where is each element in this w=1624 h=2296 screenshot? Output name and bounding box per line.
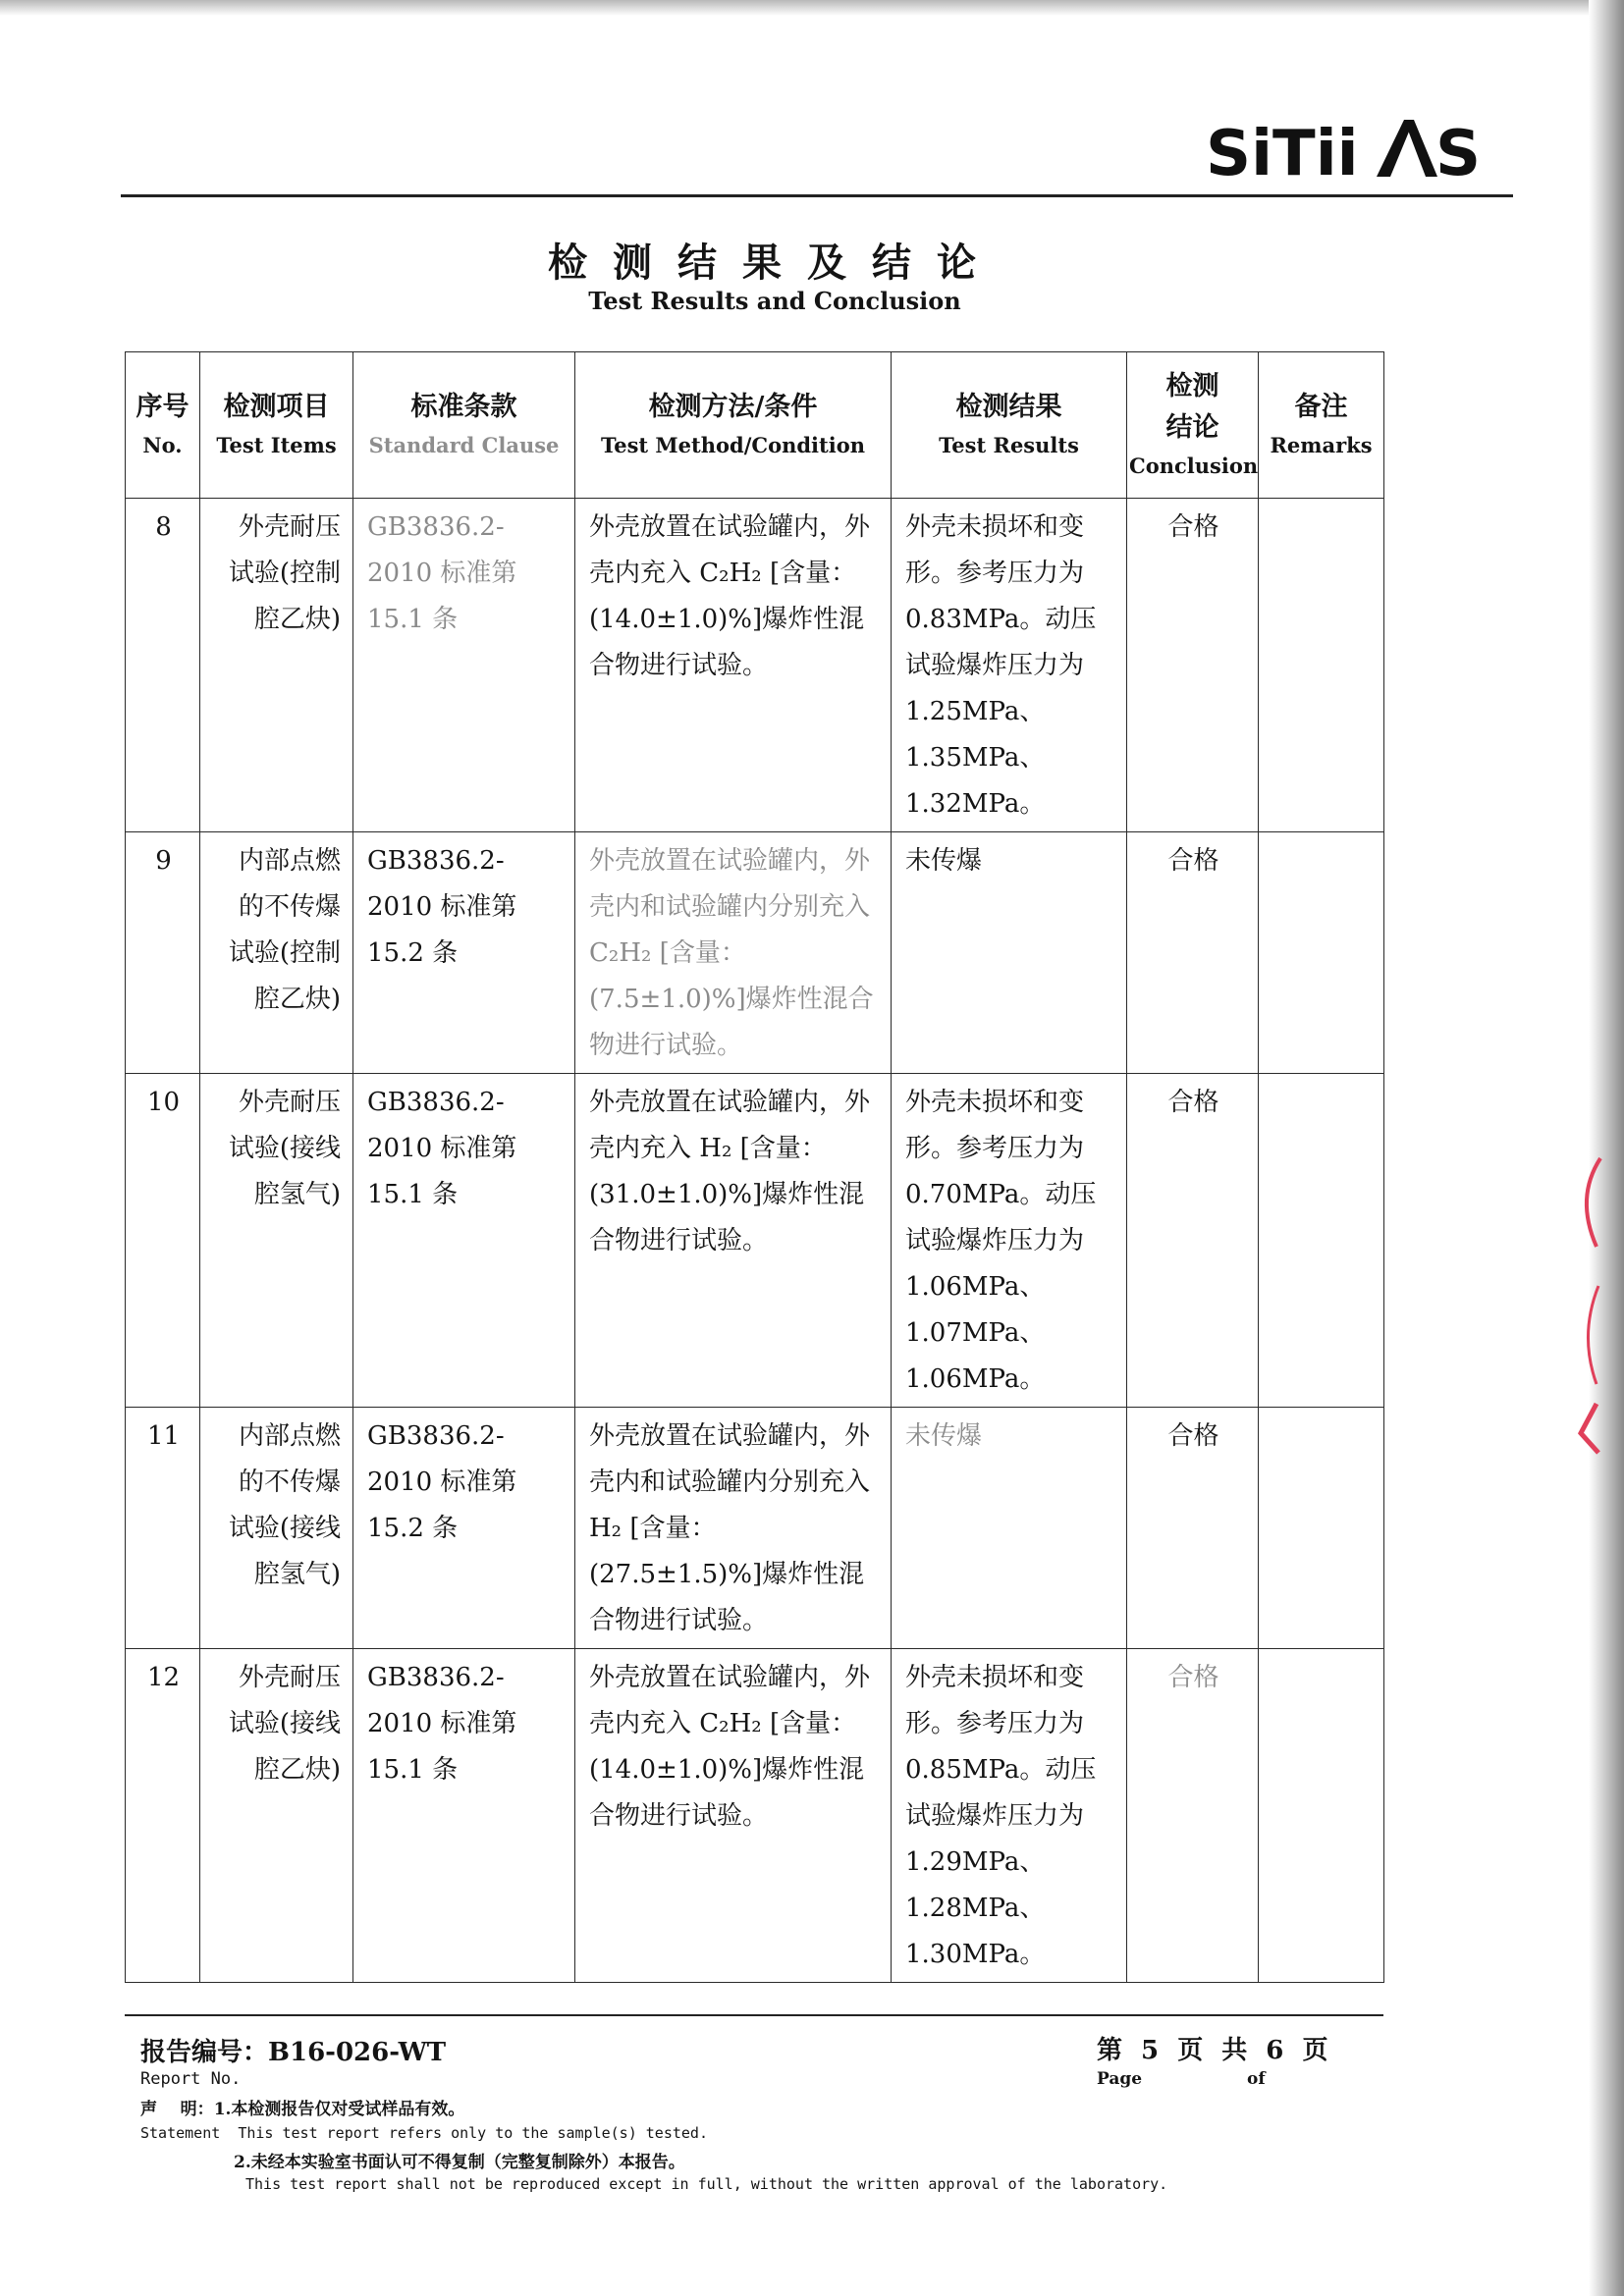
cell-result: 外壳未损坏和变形。参考压力为 0.83MPa。动压试验爆炸压力为 1.25MPa、1.35MPa、1.32MPa。	[892, 499, 1127, 832]
table-row	[126, 1408, 1384, 1649]
cell-remarks	[1259, 1408, 1384, 1649]
report-number-value: B16-026-WT	[268, 2038, 447, 2067]
table-header-row	[126, 352, 1384, 499]
cell-method: 外壳放置在试验罐内，外壳内和试验罐内分别充入 C₂H₂ [含量：(7.5±1.0)%]爆炸性混合物进行试验。	[575, 832, 892, 1074]
results-table	[125, 351, 1384, 1983]
cell-clause: GB3836.2-2010 标准第 15.2 条	[353, 1408, 575, 1649]
cell-no: 12	[126, 1649, 200, 1983]
of-label-en: of	[1247, 2069, 1266, 2089]
cell-result: 未传爆	[892, 1408, 1127, 1649]
cell-result: 未传爆	[892, 832, 1127, 1074]
col-header-conclusion: 检测结论 Conclusion	[1127, 352, 1259, 499]
report-number	[140, 2032, 446, 2068]
cell-conclusion: 合格	[1127, 499, 1259, 832]
cell-test-item: 外壳耐压试验(接线腔乙炔)	[200, 1649, 353, 1983]
cell-method: 外壳放置在试验罐内，外壳内和试验罐内分别充入 H₂ [含量：(27.5±1.5)%]爆炸性混合物进行试验。	[575, 1408, 892, 1649]
page-title-en: Test Results and Conclusion	[588, 287, 961, 315]
cell-test-item: 外壳耐压试验(接线腔氢气)	[200, 1074, 353, 1408]
cell-clause: GB3836.2-2010 标准第 15.2 条	[353, 832, 575, 1074]
report-number-label-en: Report No.	[140, 2069, 242, 2089]
svg-text:SiTii: SiTii	[1206, 118, 1359, 188]
cell-conclusion: 合格	[1127, 1074, 1259, 1408]
cell-conclusion: 合格	[1127, 1649, 1259, 1983]
footer-rule	[125, 2014, 1383, 2016]
cell-clause: GB3836.2-2010 标准第 15.1 条	[353, 499, 575, 832]
cell-clause: GB3836.2-2010 标准第 15.1 条	[353, 1649, 575, 1983]
cell-result: 外壳未损坏和变形。参考压力为 0.85MPa。动压试验爆炸压力为 1.29MPa、1.28MPa、1.30MPa。	[892, 1649, 1127, 1983]
cell-no: 10	[126, 1074, 200, 1408]
cell-conclusion: 合格	[1127, 1408, 1259, 1649]
table-row	[126, 499, 1384, 832]
col-header-clause: 标准条款 Standard Clause	[353, 352, 575, 499]
statement-2-zh: 2.未经本实验室书面认可不得复制（完整复制除外）本报告。	[234, 2153, 685, 2172]
red-seal-stamp-edge	[1567, 1139, 1606, 1463]
cell-remarks	[1259, 499, 1384, 832]
col-header-no: 序号 No.	[126, 352, 200, 499]
scan-top-shadow	[0, 0, 1624, 16]
page-indicator: 第 5 页 共 6 页	[1097, 2036, 1328, 2065]
header-rule	[121, 194, 1513, 197]
cell-conclusion: 合格	[1127, 832, 1259, 1074]
cell-no: 8	[126, 499, 200, 832]
table-row	[126, 832, 1384, 1074]
cell-result: 外壳未损坏和变形。参考压力为 0.70MPa。动压试验爆炸压力为 1.06MPa、1.07MPa、1.06MPa。	[892, 1074, 1127, 1408]
cell-method: 外壳放置在试验罐内，外壳内充入 C₂H₂ [含量：(14.0±1.0)%]爆炸性混合物进行试验。	[575, 1649, 892, 1983]
sitiias-logo	[1204, 110, 1498, 188]
cell-clause: GB3836.2-2010 标准第 15.1 条	[353, 1074, 575, 1408]
col-header-result: 检测结果 Test Results	[892, 352, 1127, 499]
table-row	[126, 1649, 1384, 1983]
cell-remarks	[1259, 1649, 1384, 1983]
cell-remarks	[1259, 1074, 1384, 1408]
page-label-en: Page	[1097, 2069, 1143, 2089]
statement-2-en: This test report shall not be reproduced except in full, without the written approval of the laboratory.	[245, 2175, 1168, 2193]
cell-test-item: 内部点燃的不传爆试验(控制腔乙炔)	[200, 832, 353, 1074]
cell-test-item: 内部点燃的不传爆试验(接线腔氢气)	[200, 1408, 353, 1649]
cell-method: 外壳放置在试验罐内，外壳内充入 H₂ [含量：(31.0±1.0)%]爆炸性混合物进行试验。	[575, 1074, 892, 1408]
col-header-method: 检测方法/条件 Test Method/Condition	[575, 352, 892, 499]
col-header-item: 检测项目 Test Items	[200, 352, 353, 499]
cell-test-item: 外壳耐压试验(控制腔乙炔)	[200, 499, 353, 832]
table-row	[126, 1074, 1384, 1408]
cell-method: 外壳放置在试验罐内，外壳内充入 C₂H₂ [含量：(14.0±1.0)%]爆炸性混合物进行试验。	[575, 499, 892, 832]
page-title-zh: 检测结果及结论	[548, 240, 1001, 286]
report-number-label: 报告编号：	[140, 2038, 269, 2067]
col-header-remarks: 备注 Remarks	[1259, 352, 1384, 499]
statement-1-en: Statement This test report refers only to the sample(s) tested.	[140, 2124, 708, 2142]
statement-1-zh: 声 明：1.本检测报告仅对受试样品有效。	[140, 2100, 465, 2119]
svg-text:S: S	[1435, 118, 1482, 188]
cell-no: 11	[126, 1408, 200, 1649]
cell-no: 9	[126, 832, 200, 1074]
cell-remarks	[1259, 832, 1384, 1074]
